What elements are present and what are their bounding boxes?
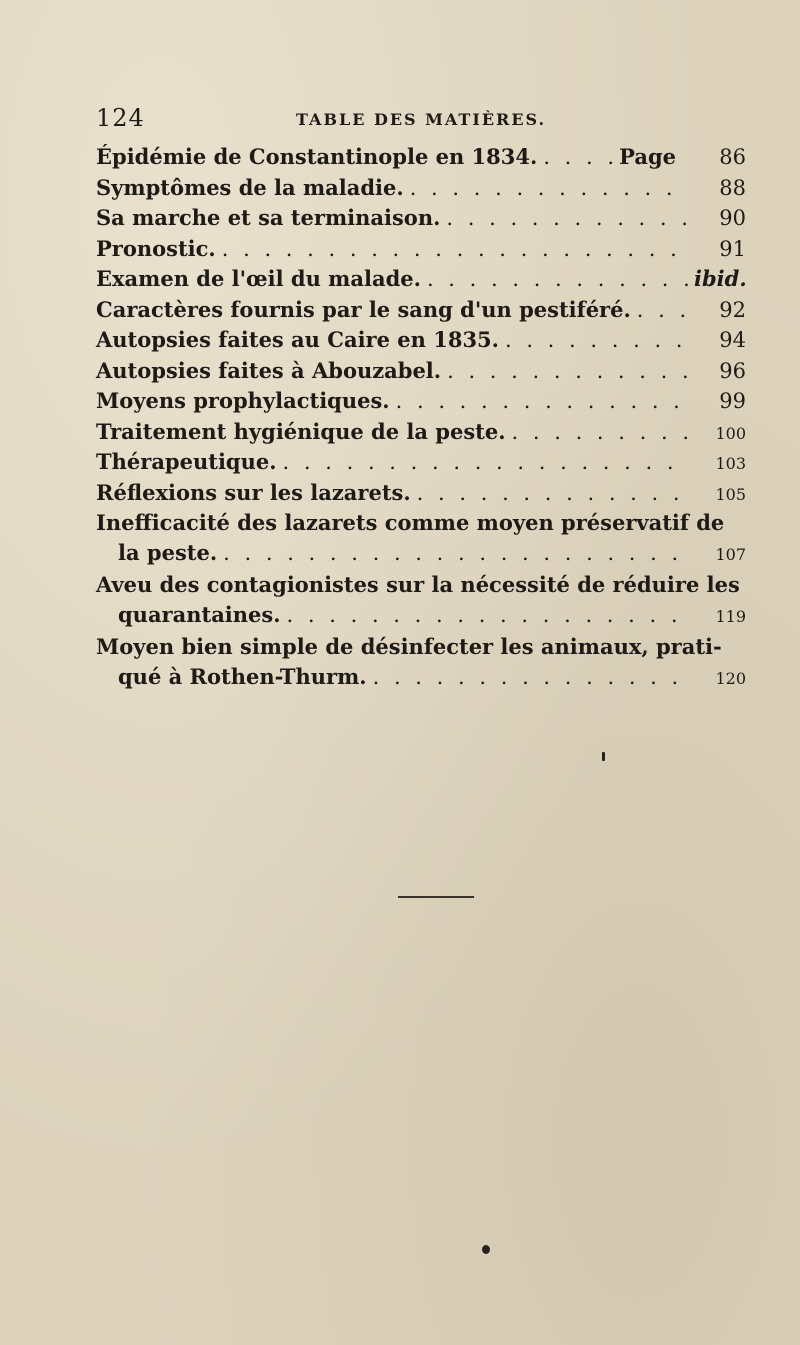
dot-leader — [373, 662, 688, 692]
toc-entry-title-cont: quarantaines. — [118, 602, 281, 627]
toc-entry-continuation — [96, 538, 746, 570]
toc-entry — [96, 264, 746, 295]
ink-speck — [602, 752, 605, 761]
toc-entry-page: 120 — [715, 669, 746, 688]
dot-leader — [512, 417, 688, 447]
dot-leader — [396, 386, 688, 416]
toc-entry — [96, 386, 746, 417]
toc-entry-title: Traitement hygiénique de la peste. — [96, 418, 506, 444]
dot-leader — [223, 538, 688, 568]
toc-entry-page: 103 — [715, 454, 746, 473]
toc-entry-title-cont: qué à Rothen-Thurm. — [118, 664, 367, 689]
toc-entry-title: Inefficacité des lazarets comme moyen préservatif de — [96, 510, 725, 535]
toc-entry-title: Épidémie de Constantinople en 1834. — [96, 144, 538, 169]
dot-leader — [427, 264, 688, 294]
page-label: Page — [619, 144, 676, 169]
toc-entry-title-cont: la peste. — [118, 540, 218, 565]
toc-entry — [96, 203, 746, 234]
dot-leader — [283, 447, 688, 477]
dot-leader — [505, 325, 688, 355]
ink-spot — [482, 1245, 490, 1254]
toc-entry-page: 92 — [719, 297, 746, 322]
toc-entry-title: Sa marche et sa terminaison. — [96, 205, 441, 230]
toc-entry-page: 91 — [719, 236, 746, 261]
toc-entry-page: 94 — [719, 328, 746, 352]
toc-entry-continuation — [96, 600, 746, 632]
toc-entry — [96, 325, 746, 356]
toc-entry-continuation — [96, 662, 746, 694]
toc-entry-page: 99 — [719, 389, 746, 413]
toc-entry — [96, 632, 746, 694]
running-title: TABLE DES MATIÈRES. — [296, 110, 547, 129]
toc-entry — [96, 417, 746, 448]
toc-entry-title: Thérapeutique. — [96, 449, 277, 474]
page-number: 124 — [96, 104, 145, 132]
toc-entry-page: 88 — [719, 175, 746, 200]
toc-entry-title: Pronostic. — [96, 235, 216, 261]
toc-entry-title: Examen de l'œil du malade. — [96, 266, 421, 291]
dot-leader — [637, 295, 688, 325]
toc-entry — [96, 295, 746, 326]
toc-entry-title: Autopsies faites à Abouzabel. — [96, 357, 442, 383]
dot-leader — [222, 234, 688, 264]
toc-entry — [96, 570, 746, 632]
toc-entry-page: 119 — [715, 607, 746, 626]
dot-leader — [287, 600, 688, 630]
toc-entry — [96, 234, 746, 265]
dot-leader — [543, 142, 613, 172]
toc-entry-title: Moyens prophylactiques. — [96, 388, 390, 413]
toc-entry-title: Aveu des contagionistes sur la nécessité de réduire les — [96, 572, 740, 597]
toc-entry-page: 90 — [719, 206, 746, 230]
toc-entry — [96, 478, 746, 509]
toc-entry-page: 96 — [719, 358, 746, 383]
toc-entry-title: Symptômes de la maladie. — [96, 174, 404, 200]
dot-leader — [447, 356, 688, 386]
toc-entry-page: 105 — [715, 484, 746, 504]
toc-entry — [96, 142, 746, 173]
page-header — [96, 104, 736, 134]
toc-entry — [96, 447, 746, 478]
dot-leader — [417, 478, 688, 508]
dot-leader — [410, 173, 688, 203]
toc-entry-page: 86 — [719, 145, 746, 169]
toc-entry — [96, 508, 746, 570]
toc-entry — [96, 173, 746, 204]
end-rule — [398, 896, 474, 898]
toc-entry-title: Réflexions sur les lazarets. — [96, 479, 411, 505]
toc-entry — [96, 356, 746, 387]
toc-entry-page: ibid. — [694, 266, 747, 291]
toc-entry-title: Autopsies faites au Caire en 1835. — [96, 327, 499, 352]
dot-leader — [446, 203, 688, 233]
toc-entry-title: Caractères fournis par le sang d'un pestiféré. — [96, 296, 631, 322]
toc-entry-title: Moyen bien simple de désinfecter les animaux, prati- — [96, 634, 722, 659]
toc-entry-page: 100 — [715, 423, 746, 443]
table-of-contents — [96, 142, 746, 694]
toc-entry-page: 107 — [715, 545, 746, 564]
